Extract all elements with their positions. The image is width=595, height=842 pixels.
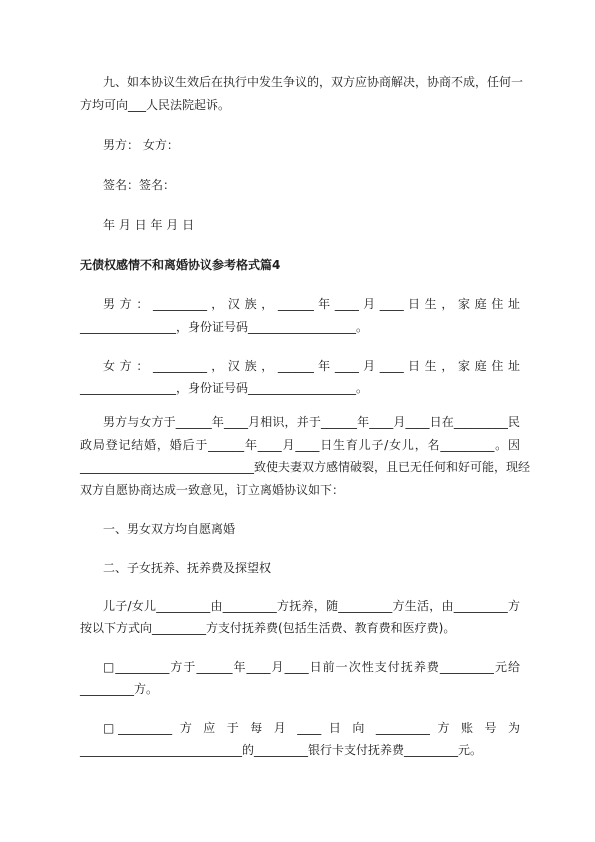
option-2-line-1: □_________ 方 应 于 每 月 ____ 日 向 _________ 方 账 号 为	[103, 721, 520, 735]
signature-line: 签名：签名：	[103, 178, 176, 192]
custody-line-2: 按以下方式向_________方支付抚养费(包括生活费、教育费和医疗费)。	[80, 621, 456, 635]
woman-info-line-1: 女 方 ： _________ ， 汉 族 ， ______ 年 ____ 月 ____ 日 生 ， 家 庭 住 址	[103, 359, 520, 373]
option-1-line-1: □_________方于______年____月____日前一次性支付抚养费_________元给	[103, 660, 520, 674]
woman-info-line-2: ________________，身份证号码__________________。	[80, 381, 369, 395]
intro-line-2: 政局登记结婚，婚后于______年____月____日生育儿子/女儿，名_________。因	[80, 438, 520, 452]
clause-9-line-2: 方均可向___人民法院起诉。	[80, 98, 231, 112]
clause-9-line-1: 九、如本协议生效后在执行中发生争议的，双方应协商解决，协商不成，任何一	[103, 75, 524, 89]
parties-line: 男方： 女方：	[103, 138, 179, 152]
section-heading: 无债权感情不和离婚协议参考格式篇4	[80, 258, 281, 272]
option-2-line-2: ___________________________的_________银行卡支付抚养费_________元。	[80, 743, 483, 757]
section-2: 二、子女抚养、抚养费及探望权	[103, 561, 272, 575]
custody-line-1: 儿子/女儿_________由_________方抚养，随_________方生活，由_________方	[103, 599, 520, 613]
man-info-line-1: 男 方 ： _________ ， 汉 族 ， ______ 年 ____ 月 ____ 日 生 ， 家 庭 住 址	[103, 297, 520, 311]
intro-line-3: _____________________________致使夫妻双方感情破裂，且已无任何和好可能，现经	[80, 460, 531, 474]
intro-line-1: 男方与女方于______年____月相识，并于______年____月____日在_________民	[103, 415, 520, 429]
intro-line-4: 双方自愿协商达成一致意见，订立离婚协议如下：	[80, 483, 345, 497]
section-1: 一、男女双方均自愿离婚	[103, 522, 236, 536]
date-line: 年 月 日 年 月 日	[103, 218, 195, 232]
man-info-line-2: ________________，身份证号码__________________。	[80, 320, 369, 334]
option-1-line-2: _________方。	[80, 682, 159, 696]
